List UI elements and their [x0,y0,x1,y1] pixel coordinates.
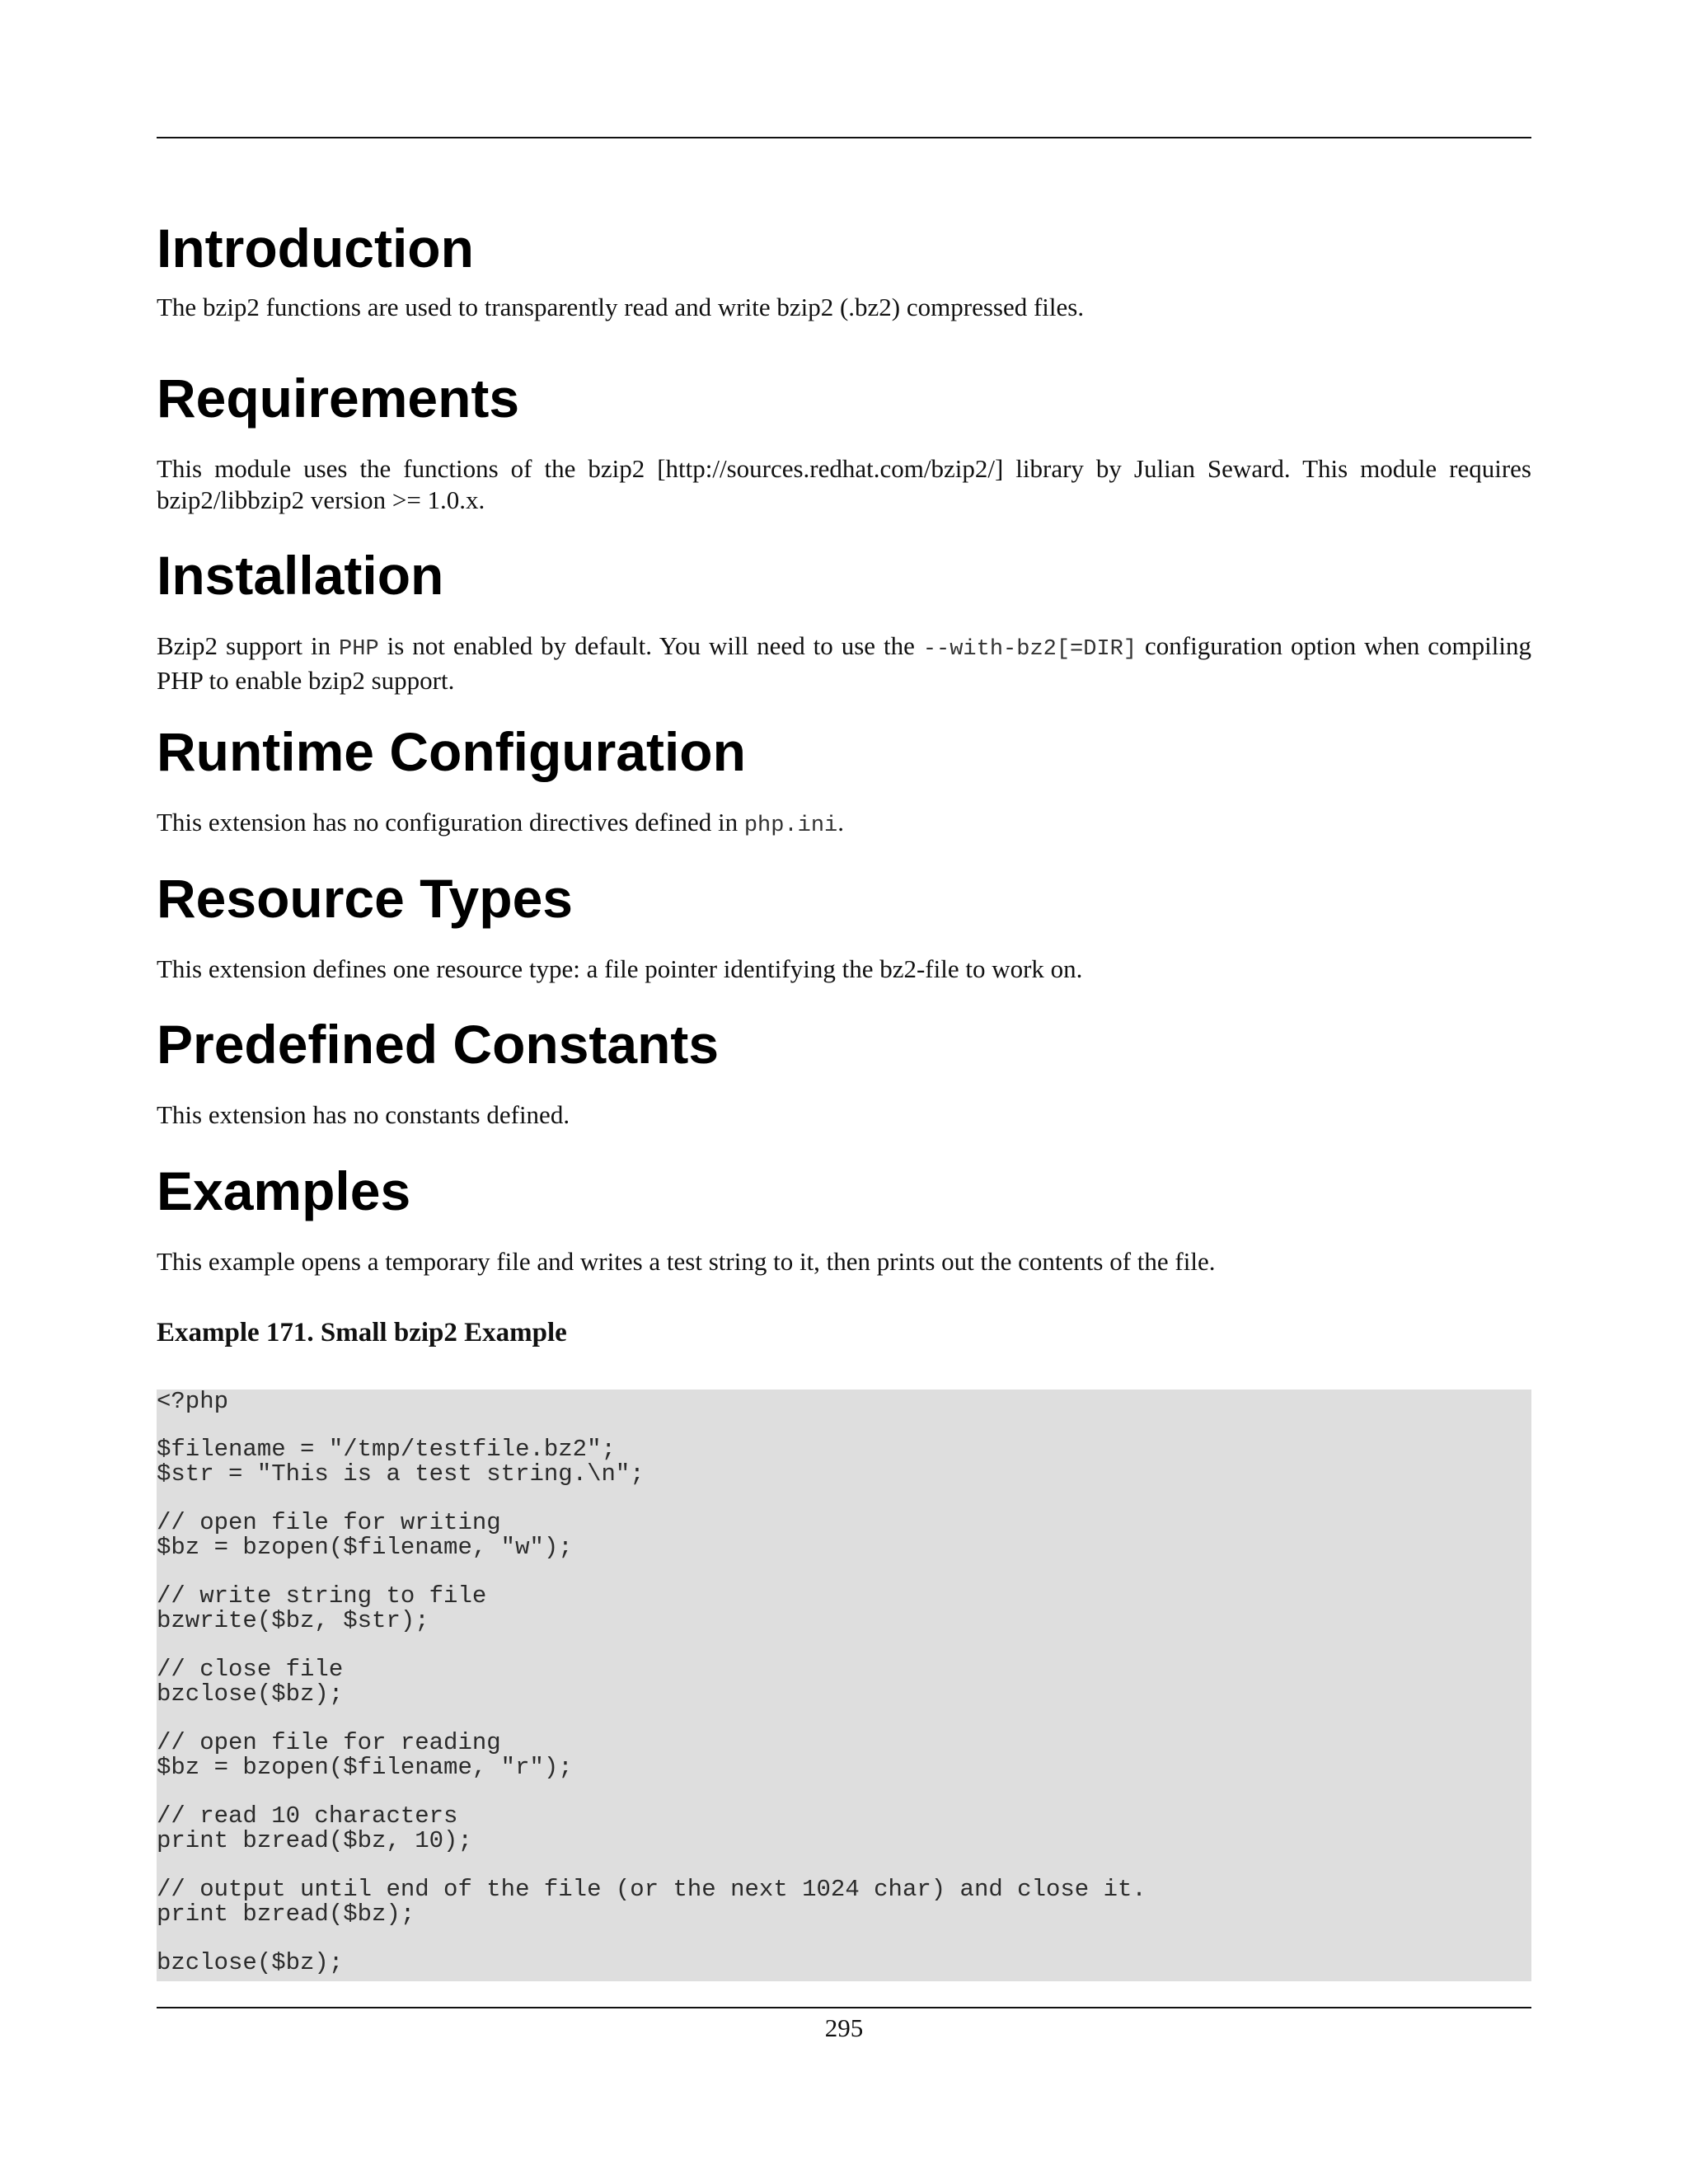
paragraph-runtime-configuration [157,807,1531,841]
section-introduction [157,216,1531,323]
code-line: <?php [157,1388,229,1415]
paragraph-introduction: The bzip2 functions are used to transparently read and write bzip2 (.bz2) compressed files. [157,293,1085,321]
code-line: bzclose($bz); [157,1680,344,1708]
page-number: 295 [824,2013,864,2042]
section-requirements [157,366,1531,516]
code-line: bzclose($bz); [157,1949,344,1976]
installation-text-2: is not enabled by default. You will need to use the [378,631,923,660]
installation-code-php: PHP [339,637,379,662]
runtime-text-1: This extension has no configuration directives defined in [157,808,744,837]
paragraph-resource-types: This extension defines one resource type: a file pointer identifying the bz2-file to work on. [157,954,1083,983]
code-line: // write string to file [157,1582,487,1610]
code-line: // read 10 characters [157,1802,458,1830]
code-line: $filename = "/tmp/testfile.bz2"; [157,1436,616,1463]
code-line: $bz = bzopen($filename, "r"); [157,1754,573,1781]
code-line: // output until end of the file (or the next 1024 char) and close it. [157,1876,1146,1903]
installation-text-1: Bzip2 support in [157,631,340,660]
document-page [157,0,1531,2184]
code-line: // open file for reading [157,1729,501,1756]
example-title: Example 171. Small bzip2 Example [157,1318,567,1347]
runtime-text-2: . [837,808,844,837]
paragraph-requirements: This module uses the functions of the bzip2 [http://sources.redhat.com/bzip2/] library by Julian Seward. This module requires bzip2/libbzip2 version >= 1.0.x. [157,454,1531,514]
runtime-code-php-ini: php.ini [743,813,838,838]
heading-predefined-constants: Predefined Constants [157,1014,720,1075]
paragraph-predefined-constants: This extension has no constants defined. [157,1100,570,1129]
code-line: // close file [157,1656,344,1683]
paragraph-examples: This example opens a temporary file and writes a test string to it, then prints out the contents of the file. [157,1247,1216,1276]
heading-examples: Examples [157,1160,411,1221]
code-line: $str = "This is a test string.\n"; [157,1460,645,1488]
footer-rule [157,2007,1531,2008]
heading-requirements: Requirements [157,368,520,429]
installation-text-3: configuration option when compiling PHP to enable bzip2 support. [157,631,1531,695]
paragraph-installation [157,630,1531,696]
section-examples [157,1159,1531,1277]
section-runtime-configuration [157,719,1531,841]
installation-code-option: --with-bz2[=DIR] [922,637,1137,662]
code-line: bzwrite($bz, $str); [157,1607,429,1634]
code-line: print bzread($bz, 10); [157,1827,472,1854]
section-installation [157,543,1531,696]
code-line: print bzread($bz); [157,1900,415,1928]
code-line: // open file for writing [157,1509,501,1536]
heading-runtime-configuration: Runtime Configuration [157,721,746,782]
heading-resource-types: Resource Types [157,868,573,929]
header-rule [157,137,1531,138]
section-predefined-constants [157,1012,1531,1131]
code-line: $bz = bzopen($filename, "w"); [157,1534,573,1561]
heading-introduction: Introduction [157,218,474,279]
heading-installation: Installation [157,545,444,606]
code-example-block [157,1390,1531,1981]
section-resource-types [157,866,1531,985]
